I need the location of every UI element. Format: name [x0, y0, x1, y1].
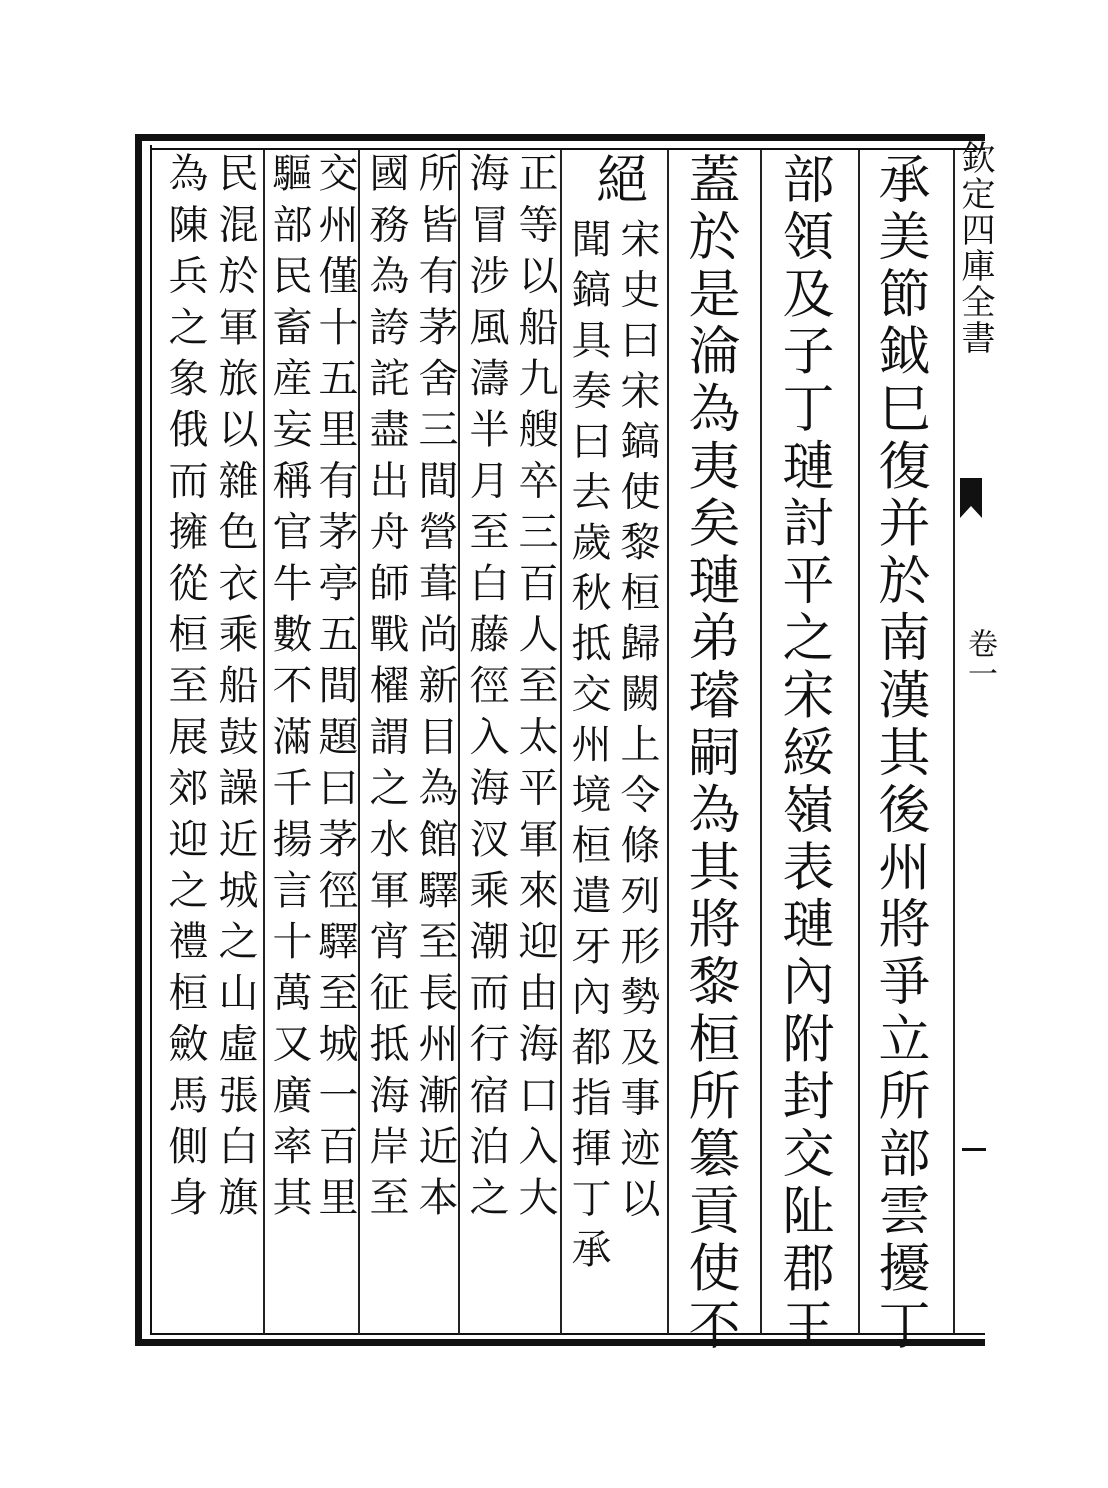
column-divider: [458, 150, 460, 1334]
text-column-10: 驅部民畜産妄稱官牛數不滿千揚言十萬又廣率其: [266, 152, 312, 1228]
text-column-11: 民混於軍旅以雜色衣乘船鼓譟近城之山虛張白旗: [212, 152, 258, 1228]
text-column-1: 承美節鉞巳復并於南漢其後州將爭立所部雲擾丁: [869, 152, 929, 1356]
text-column-8: 國務為誇詫盡出舟師戰櫂謂之水軍宵征抵海岸至: [363, 152, 409, 1228]
text-column-3: 蓋於是淪為夷矣璉弟璿嗣為其將黎桓所簒貢使不: [679, 152, 739, 1356]
column-divider: [858, 150, 860, 1334]
column-divider: [667, 150, 669, 1334]
text-column-5: 正等以船九艘卒三百人至太平軍來迎由海口入大: [512, 152, 558, 1228]
inner-left-rule: [150, 145, 152, 1335]
column-divider: [358, 150, 360, 1334]
text-column-6: 海冒涉風濤半月至白藤徑入海汊乘潮而行宿泊之: [463, 152, 509, 1228]
page-number-mark: [962, 1148, 986, 1151]
text-column-2: 部領及子丁璉討平之宋綏嶺表璉內附封交阯郡王: [773, 152, 833, 1356]
banxin-title: 欽定四庫全書: [955, 140, 995, 356]
text-column-12: 為陳兵之象俄而擁從桓至展郊迎之禮桓斂馬側身: [162, 152, 208, 1228]
column-divider: [263, 150, 265, 1334]
text-column-9: 交州僅十五里有茅亭五間題曰茅徑驛至城一百里: [312, 152, 358, 1228]
column-divider: [560, 150, 562, 1334]
column-head-char: 絕: [587, 152, 647, 204]
annotation-line-2: 聞鎬具奏曰去歲秋抵交州境桓遣牙內都指揮丁承: [565, 218, 611, 1279]
juan-label: 卷一: [962, 628, 997, 688]
text-column-7: 所皆有茅舍三間營葺尚新目為館驛至長州漸近本: [412, 152, 458, 1228]
column-divider: [760, 150, 762, 1334]
annotation-line-1: 宋史曰宋鎬使黎桓歸闕上令條列形勢及事迹以: [614, 218, 660, 1228]
